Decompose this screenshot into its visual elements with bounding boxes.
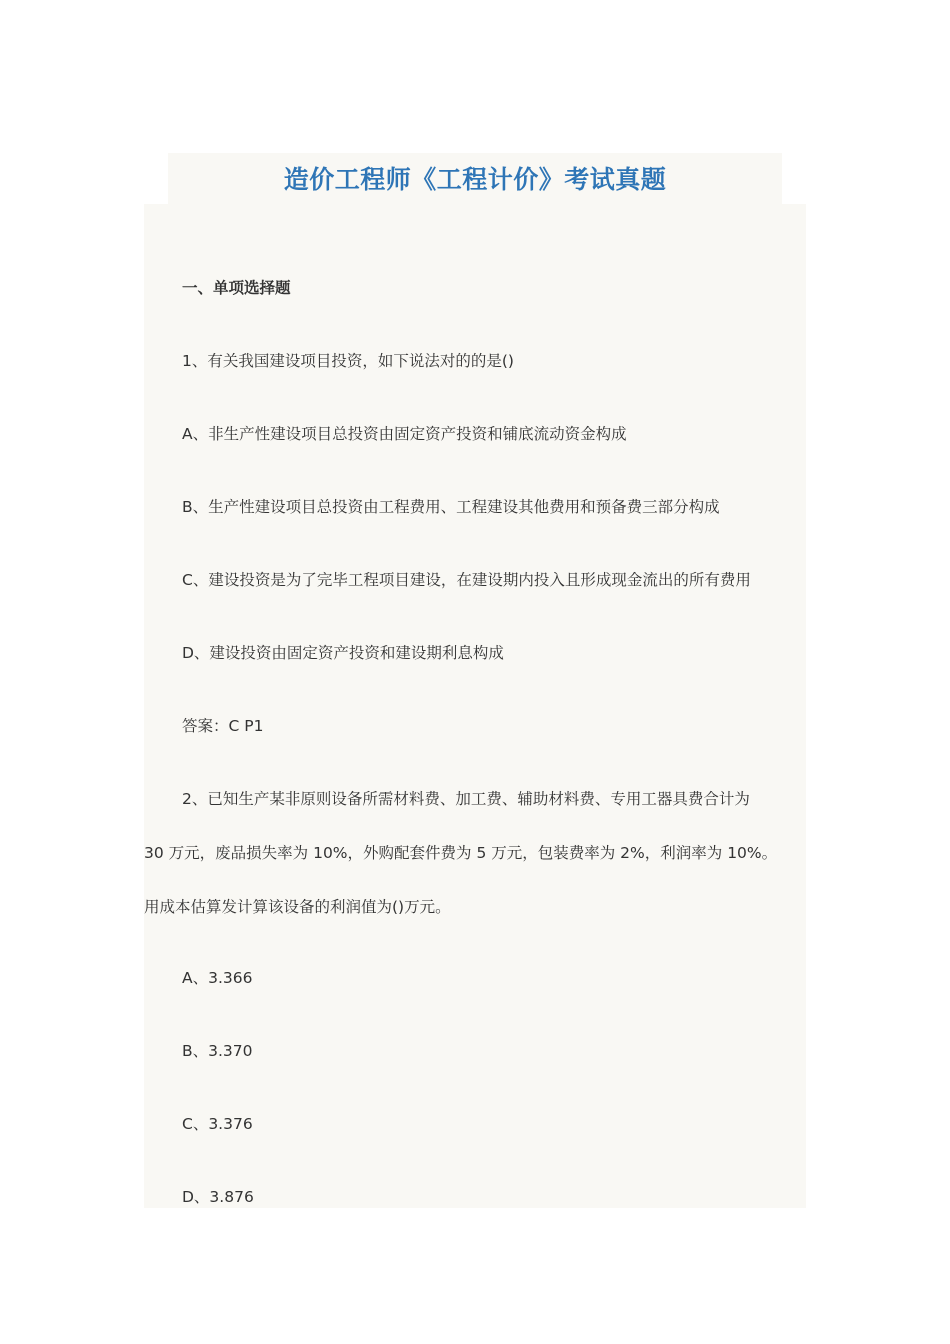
question-1-option-c: C、建设投资是为了完毕工程项目建设，在建设期内投入且形成现金流出的所有费用: [182, 571, 751, 589]
question-1-stem: 1、有关我国建设项目投资，如下说法对的的是(): [182, 352, 514, 370]
page-title: 造价工程师《工程计价》考试真题: [283, 165, 667, 194]
question-1-option-b: B、生产性建设项目总投资由工程费用、工程建设其他费用和预备费三部分构成: [182, 498, 720, 516]
question-1-option-d: D、建设投资由固定资产投资和建设期利息构成: [182, 644, 504, 662]
question-1-option-a: A、非生产性建设项目总投资由固定资产投资和铺底流动资金构成: [182, 425, 627, 443]
question-2-option-d: D、3.876: [182, 1188, 254, 1206]
section-heading: 一、单项选择题: [182, 279, 291, 297]
question-2-option-a: A、3.366: [182, 969, 253, 987]
question-2-stem-line-2: 30 万元，废品损失率为 10%，外购配套件费为 5 万元，包装费率为 2%，利润率为 10%。: [144, 844, 778, 862]
question-2-stem-line-1: 2、已知生产某非原则设备所需材料费、加工费、辅助材料费、专用工器具费合计为: [182, 790, 750, 808]
question-1-answer: 答案：C P1: [182, 717, 264, 735]
question-2-option-b: B、3.370: [182, 1042, 253, 1060]
question-2-option-c: C、3.376: [182, 1115, 253, 1133]
question-2-stem-line-3: 用成本估算发计算该设备的利润值为()万元。: [144, 898, 451, 916]
